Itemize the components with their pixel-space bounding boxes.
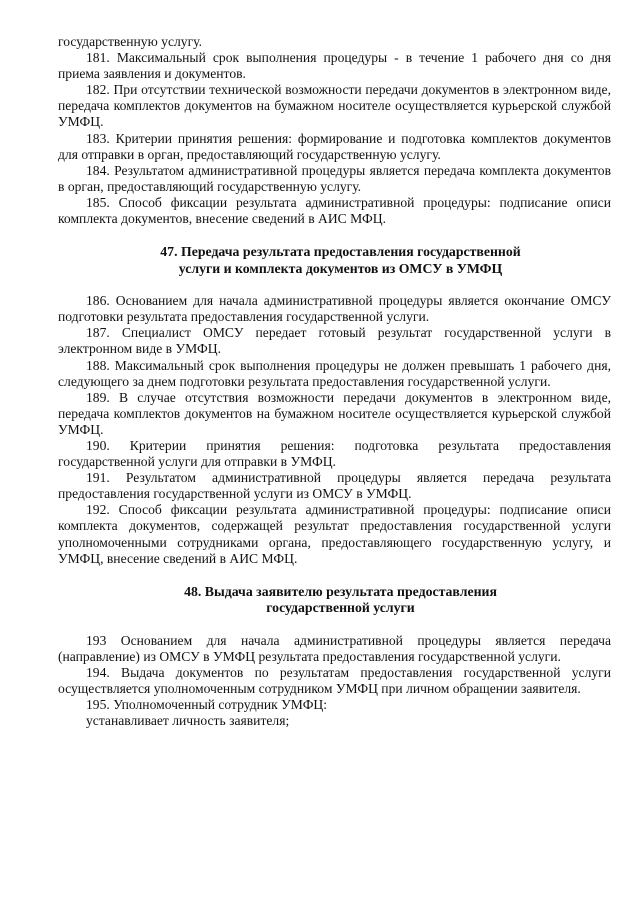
paragraph-189: 189. В случае отсутствия возможности передачи документов в электронном виде, передача комплектов документов на бумажном носителе осуществляется курьерской службой УМФЦ. bbox=[58, 389, 611, 437]
paragraph-186: 186. Основанием для начала административной процедуры является окончание ОМСУ подготовки результата предоставления государственной услуги. bbox=[58, 293, 611, 325]
paragraph-185: 185. Способ фиксации результата административной процедуры: подписание описи комплекта документов, внесение сведений в АИС МФЦ. bbox=[58, 194, 611, 227]
paragraph-183: 183. Критерии принятия решения: формирование и подготовка комплектов документов для отправки в орган, предоставляющий государственную услугу. bbox=[58, 130, 611, 162]
paragraph-192: 192. Способ фиксации результата административной процедуры: подписание описи комплекта документов, содержащей результат предоставления государственной услуги уполномоченными сотрудниками органа, предоставляющего государственную услугу, и УМФЦ, внесение сведений в АИС МФЦ. bbox=[58, 502, 611, 566]
paragraph-184: 184. Результатом административной процедуры является передача комплекта документов в орган, предоставляющий государственную услугу. bbox=[58, 162, 611, 194]
paragraph-193: 193 Основанием для начала административной процедуры является передача (направление) из ОМСУ в УМФЦ результата предоставления государственной услуги. bbox=[58, 632, 611, 664]
section-heading-48-line2: государственной услуги bbox=[266, 600, 415, 616]
paragraph-190: 190. Критерии принятия решения: подготовка результата предоставления государственной услуги для отправки в УМФЦ. bbox=[58, 437, 611, 470]
paragraph-187: 187. Специалист ОМСУ передает готовый результат государственной услуги в электронном виде в УМФЦ. bbox=[58, 325, 611, 357]
section-heading-47-line2: услуги и комплекта документов из ОМСУ в УМФЦ bbox=[178, 260, 503, 276]
paragraph-191: 191. Результатом административной процедуры является передача результата предоставления государственной услуги из ОМСУ в УМФЦ. bbox=[58, 470, 611, 502]
section-heading-47-line1: 47. Передача результата предоставления государственной bbox=[160, 244, 521, 260]
paragraph-182: 182. При отсутствии технической возможности передачи документов в электронном виде, передача комплектов документов на бумажном носителе осуществляется курьерской службой УМФЦ. bbox=[58, 82, 611, 130]
paragraph-181: 181. Максимальный срок выполнения процедуры - в течение 1 рабочего дня со дня приема заявления и документов. bbox=[58, 50, 611, 82]
paragraph-continuation: государственную услугу. bbox=[58, 34, 202, 49]
paragraph-195-item: устанавливает личность заявителя; bbox=[86, 713, 290, 729]
section-heading-48 bbox=[58, 584, 611, 617]
paragraph-194: 194. Выдача документов по результатам предоставления государственной услуги осуществляется уполномоченным сотрудником УМФЦ при личном обращении заявителя. bbox=[58, 664, 611, 696]
section-heading-47 bbox=[58, 244, 611, 277]
paragraph-195: 195. Уполномоченный сотрудник УМФЦ: bbox=[86, 697, 328, 713]
paragraph-188: 188. Максимальный срок выполнения процедуры не должен превышать 1 рабочего дня, следующего за днем подготовки результата предоставления государственной услуги. bbox=[58, 357, 611, 389]
section-heading-48-line1: 48. Выдача заявителю результата предоставления bbox=[184, 583, 497, 599]
